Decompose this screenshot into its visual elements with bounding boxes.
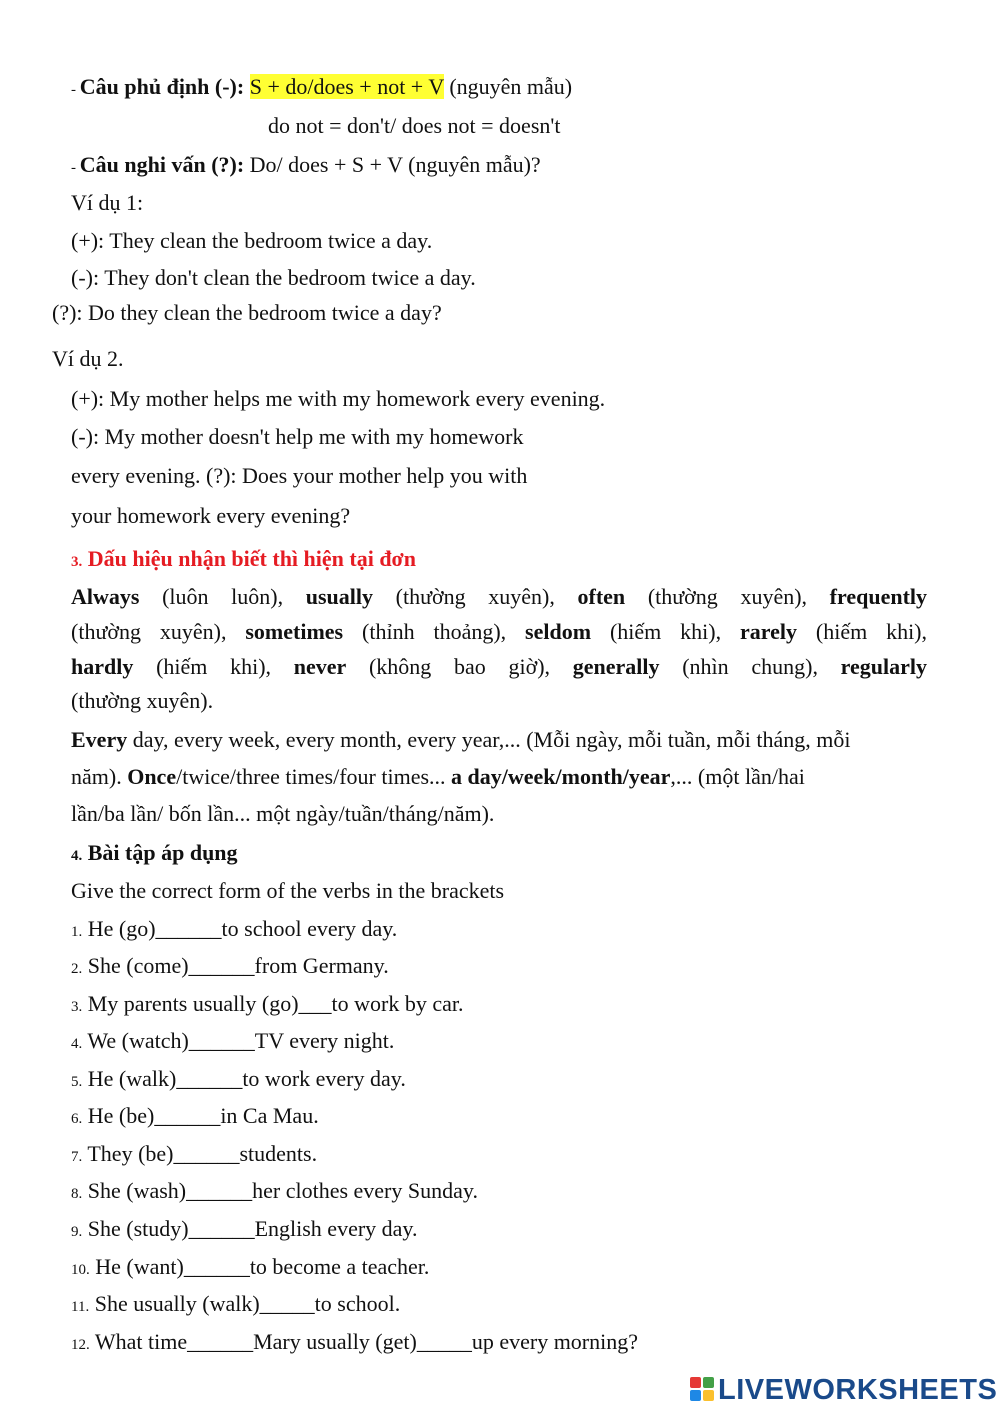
signal-meaning: (nhìn chung),: [682, 654, 818, 679]
exercise-item: [71, 1028, 394, 1057]
exercise-number: 10.: [71, 1262, 90, 1278]
signal-word: sometimes: [245, 619, 344, 644]
period-rest: ,... (một lần/hai: [670, 764, 805, 789]
example2-positive: (+): My mother helps me with my homework every evening.: [71, 386, 606, 411]
signal-words-row4: (thường xuyên).: [71, 688, 214, 713]
negative-label: Câu phủ định (-):: [79, 74, 245, 99]
exercise-text: She (wash)______her clothes every Sunday.: [87, 1178, 478, 1203]
exercise-text: He (go)______to school every day.: [87, 916, 398, 941]
negative-formula: S + do/does + not + V: [249, 74, 444, 99]
exercise-number: 7.: [71, 1149, 83, 1165]
exercise-text: My parents usually (go)___to work by car.: [87, 991, 464, 1016]
exercise-number: 2.: [71, 961, 83, 977]
section4-number: 4.: [71, 848, 83, 864]
exercise-text: She (come)______from Germany.: [87, 953, 389, 978]
signal-meaning: (hiếm khi),: [156, 654, 272, 679]
signal-word: Always: [71, 584, 140, 609]
example2-question: your homework every evening?: [71, 503, 351, 528]
signal-words-row1: [71, 584, 927, 610]
exercise-item: [71, 1291, 400, 1320]
period-words: a day/week/month/year: [451, 764, 671, 789]
exercise-item: [71, 1066, 406, 1095]
example2-title: Ví dụ 2.: [52, 346, 124, 371]
brand-name: LIVEWORKSHEETS: [718, 1373, 998, 1406]
signal-word: generally: [572, 654, 660, 679]
exercise-number: 12.: [71, 1337, 90, 1353]
signal-meaning: (hiếm khi),: [815, 619, 928, 644]
exercise-number: 1.: [71, 924, 83, 940]
exercise-text: She (study)______English every day.: [87, 1216, 418, 1241]
signal-word: hardly: [71, 654, 134, 679]
logo-square: [690, 1377, 701, 1388]
signal-words-row3: [71, 654, 927, 680]
example1-negative: (-): They don't clean the bedroom twice a day.: [71, 265, 476, 290]
section3-number: 3.: [71, 554, 83, 570]
signal-word: regularly: [840, 654, 928, 679]
times-line: lần/ba lần/ bốn lần... một ngày/tuần/tháng/năm).: [71, 801, 495, 826]
signal-word: never: [293, 654, 347, 679]
every-line: [71, 727, 851, 753]
logo-square: [703, 1390, 714, 1401]
once-word: Once: [127, 764, 177, 789]
exercise-text: She usually (walk)_____to school.: [94, 1291, 401, 1316]
example2-negative: (-): My mother doesn't help me with my homework: [71, 424, 524, 449]
exercise-number: 6.: [71, 1111, 83, 1127]
example1-question: (?): Do they clean the bedroom twice a day?: [52, 300, 442, 325]
exercise-text: He (be)______in Ca Mau.: [87, 1103, 319, 1128]
signal-meaning: (thường xuyên),: [395, 584, 555, 609]
example1-positive: (+): They clean the bedroom twice a day.: [71, 228, 433, 253]
exercise-number: 11.: [71, 1299, 90, 1315]
once-rest: /twice/three times/four times...: [176, 764, 452, 789]
negative-note: (nguyên mẫu): [449, 74, 573, 99]
signal-meaning: (thỉnh thoảng),: [362, 619, 507, 644]
exercise-number: 5.: [71, 1074, 83, 1090]
once-line-start: năm).: [71, 764, 128, 789]
example2-negative-cont: every evening. (?): Does your mother help you with: [71, 463, 528, 488]
exercise-item: [71, 1178, 478, 1207]
signal-word: often: [577, 584, 626, 609]
liveworksheets-mark-icon: [690, 1377, 716, 1403]
signal-meaning: (hiếm khi),: [609, 619, 722, 644]
signal-meaning: (không bao giờ),: [368, 654, 551, 679]
section4-heading: [71, 840, 238, 869]
exercise-number: 8.: [71, 1186, 83, 1202]
logo-square: [690, 1390, 701, 1401]
signal-words-row2: [71, 619, 927, 645]
exercise-text: They (be)______students.: [87, 1141, 318, 1166]
section3-title: Dấu hiệu nhận biết thì hiện tại đơn: [87, 546, 416, 571]
exercise-text: He (want)______to become a teacher.: [95, 1254, 430, 1279]
exercise-number: 9.: [71, 1224, 83, 1240]
question-rule: - Câu nghi vấn (?): Do/ does + S + V (nguyên mẫu)?: [71, 152, 541, 177]
exercise-item: [71, 1216, 418, 1245]
exercise-item: [71, 953, 389, 982]
liveworksheets-logo[interactable]: [690, 1372, 997, 1408]
exercise-item: [71, 1103, 319, 1132]
exercise-instruction: Give the correct form of the verbs in the brackets: [71, 878, 505, 903]
every-word: Every: [71, 727, 128, 752]
exercise-text: He (walk)______to work every day.: [87, 1066, 406, 1091]
question-formula: Do/ does + S + V (nguyên mẫu)?: [249, 152, 541, 177]
signal-word: rarely: [739, 619, 797, 644]
question-label: Câu nghi vấn (?):: [79, 152, 245, 177]
signal-word: frequently: [829, 584, 928, 609]
exercise-item: [71, 1329, 638, 1358]
logo-square: [703, 1377, 714, 1388]
exercise-item: [71, 916, 397, 945]
exercise-item: [71, 991, 464, 1020]
exercise-item: [71, 1254, 429, 1283]
signal-word: seldom: [525, 619, 592, 644]
exercise-item: [71, 1141, 317, 1170]
signal-meaning: (thường xuyên),: [71, 619, 227, 644]
exercise-number: 3.: [71, 999, 83, 1015]
exercise-text: We (watch)______TV every night.: [87, 1028, 395, 1053]
section3-heading: [71, 546, 416, 575]
contraction-note: do not = don't/ does not = doesn't: [268, 113, 561, 138]
signal-meaning: (thường xuyên),: [647, 584, 808, 609]
signal-word: usually: [305, 584, 374, 609]
once-line: [71, 764, 805, 790]
example1-title: Ví dụ 1:: [71, 190, 144, 215]
exercise-number: 4.: [71, 1036, 83, 1052]
negative-rule: - Câu phủ định (-): S + do/does + not + V (nguyên mẫu): [71, 74, 573, 99]
signal-meaning: (luôn luôn),: [162, 584, 284, 609]
every-rest: day, every week, every month, every year,... (Mỗi ngày, mỗi tuần, mỗi tháng, mỗi: [127, 727, 851, 752]
section4-title: Bài tập áp dụng: [87, 840, 238, 865]
exercise-text: What time______Mary usually (get)_____up every morning?: [94, 1329, 639, 1354]
